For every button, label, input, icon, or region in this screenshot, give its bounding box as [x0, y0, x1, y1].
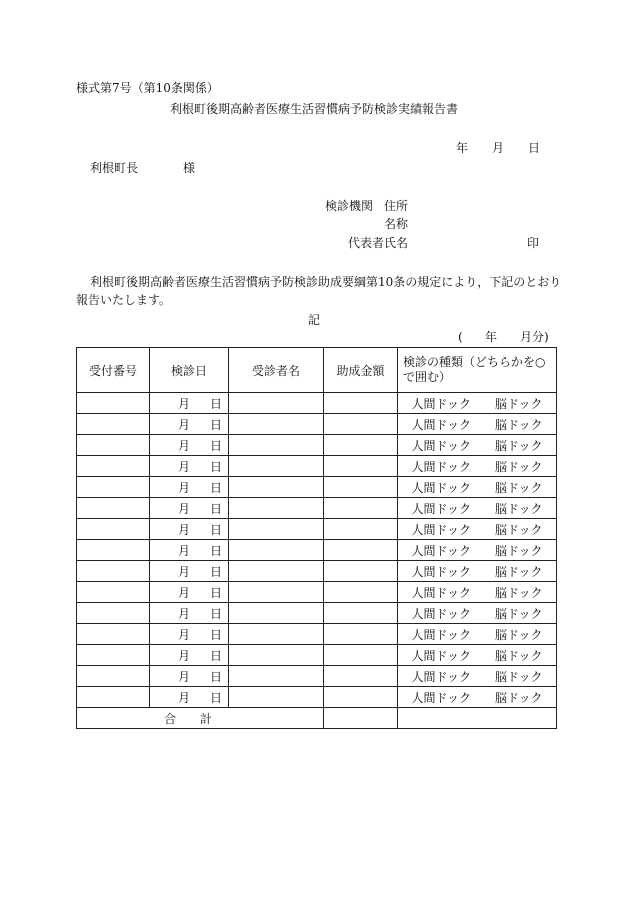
type-option-human-dock: 人間ドック	[411, 690, 471, 705]
subsidy-cell	[324, 645, 398, 666]
month-label: 月	[177, 606, 190, 621]
subsidy-cell	[324, 561, 398, 582]
examinee-cell	[229, 603, 324, 624]
examinee-cell	[229, 414, 324, 435]
receipt-no-cell	[77, 666, 150, 687]
type-option-brain-dock: 脳ドック	[495, 501, 543, 516]
form-number: 様式第7号（第10条関係）	[76, 81, 219, 95]
day-label: 日	[209, 522, 222, 537]
examinee-cell	[229, 393, 324, 414]
subsidy-cell	[324, 666, 398, 687]
month-label: 月	[177, 690, 190, 705]
total-subsidy-cell	[324, 708, 398, 729]
table-row	[77, 477, 557, 498]
header-exam-date: 検診日	[150, 348, 229, 393]
exam-type-cell	[398, 687, 557, 708]
receipt-no-cell	[77, 435, 150, 456]
examinee-cell	[229, 666, 324, 687]
type-option-brain-dock: 脳ドック	[495, 585, 543, 600]
month-label: 月	[177, 585, 190, 600]
table-header-row	[77, 348, 557, 393]
month-label: 月	[177, 564, 190, 579]
type-option-human-dock: 人間ドック	[411, 543, 471, 558]
type-option-human-dock: 人間ドック	[411, 585, 471, 600]
subsidy-cell	[324, 624, 398, 645]
body-text-line1: 利根町後期高齢者医療生活習慣病予防検診助成要綱第10条の規定により，下記のとおり	[90, 275, 562, 289]
exam-date-cell	[150, 435, 229, 456]
day-label: 日	[209, 627, 222, 642]
header-examinee: 受診者名	[229, 348, 324, 393]
exam-type-cell	[398, 519, 557, 540]
period-year-label: 年	[485, 330, 498, 344]
exam-date-cell	[150, 687, 229, 708]
month-label: 月	[177, 438, 190, 453]
type-option-human-dock: 人間ドック	[411, 480, 471, 495]
type-option-brain-dock: 脳ドック	[495, 564, 543, 579]
type-option-brain-dock: 脳ドック	[495, 522, 543, 537]
day-label: 日	[209, 459, 222, 474]
exam-date-cell	[150, 519, 229, 540]
header-exam-type: 検診の種類（どちらかを○で囲む）	[398, 348, 557, 393]
period-month-label: 月分)	[520, 330, 549, 344]
type-option-brain-dock: 脳ドック	[495, 606, 543, 621]
document-title: 利根町後期高齢者医療生活習慣病予防検診実績報告書	[170, 102, 459, 116]
institution-name-label: 名称	[384, 217, 409, 231]
institution-label: 検診機関	[325, 199, 374, 213]
exam-date-cell	[150, 393, 229, 414]
receipt-no-cell	[77, 519, 150, 540]
table-row	[77, 687, 557, 708]
type-option-human-dock: 人間ドック	[411, 417, 471, 432]
table-row	[77, 603, 557, 624]
subsidy-cell	[324, 414, 398, 435]
exam-date-cell	[150, 624, 229, 645]
header-subsidy: 助成金額	[324, 348, 398, 393]
exam-type-cell	[398, 645, 557, 666]
receipt-no-cell	[77, 414, 150, 435]
exam-type-cell	[398, 624, 557, 645]
date-year-label: 年	[456, 141, 469, 155]
type-option-brain-dock: 脳ドック	[495, 396, 543, 411]
type-option-human-dock: 人間ドック	[411, 669, 471, 684]
exam-date-cell	[150, 414, 229, 435]
examinee-cell	[229, 624, 324, 645]
table-row	[77, 540, 557, 561]
table-row	[77, 624, 557, 645]
table-row	[77, 414, 557, 435]
exam-type-cell	[398, 477, 557, 498]
type-option-human-dock: 人間ドック	[411, 522, 471, 537]
table-row	[77, 582, 557, 603]
day-label: 日	[209, 480, 222, 495]
table-row	[77, 456, 557, 477]
examinee-cell	[229, 582, 324, 603]
exam-date-cell	[150, 477, 229, 498]
type-option-brain-dock: 脳ドック	[495, 627, 543, 642]
day-label: 日	[209, 585, 222, 600]
exam-type-cell	[398, 498, 557, 519]
examinee-cell	[229, 498, 324, 519]
day-label: 日	[209, 501, 222, 516]
exam-date-cell	[150, 540, 229, 561]
month-label: 月	[177, 522, 190, 537]
exam-type-cell	[398, 561, 557, 582]
subsidy-cell	[324, 477, 398, 498]
total-type-cell	[398, 708, 557, 729]
receipt-no-cell	[77, 687, 150, 708]
day-label: 日	[209, 606, 222, 621]
type-option-human-dock: 人間ドック	[411, 606, 471, 621]
addressee-honorific: 様	[183, 161, 196, 175]
type-option-human-dock: 人間ドック	[411, 564, 471, 579]
exam-type-cell	[398, 393, 557, 414]
exam-type-cell	[398, 666, 557, 687]
exam-type-cell	[398, 456, 557, 477]
type-option-human-dock: 人間ドック	[411, 459, 471, 474]
seal-mark: 印	[527, 236, 540, 250]
addressee-name: 利根町長	[90, 161, 139, 175]
subsidy-cell	[324, 540, 398, 561]
date-day-label: 日	[528, 141, 541, 155]
table-row	[77, 561, 557, 582]
exam-date-cell	[150, 603, 229, 624]
body-text-line2: 報告いたします。	[76, 293, 172, 307]
subsidy-cell	[324, 393, 398, 414]
exam-type-cell	[398, 582, 557, 603]
period-open: (	[458, 330, 463, 344]
table-row	[77, 519, 557, 540]
subsidy-cell	[324, 498, 398, 519]
month-label: 月	[177, 459, 190, 474]
date-month-label: 月	[492, 141, 505, 155]
examinee-cell	[229, 645, 324, 666]
type-option-brain-dock: 脳ドック	[495, 417, 543, 432]
total-row	[77, 708, 557, 729]
receipt-no-cell	[77, 498, 150, 519]
subsidy-cell	[324, 687, 398, 708]
subsidy-cell	[324, 519, 398, 540]
note-heading: 記	[308, 313, 321, 327]
month-label: 月	[177, 480, 190, 495]
type-option-human-dock: 人間ドック	[411, 438, 471, 453]
type-option-human-dock: 人間ドック	[411, 501, 471, 516]
receipt-no-cell	[77, 645, 150, 666]
type-option-brain-dock: 脳ドック	[495, 459, 543, 474]
day-label: 日	[209, 438, 222, 453]
day-label: 日	[209, 669, 222, 684]
exam-date-cell	[150, 498, 229, 519]
exam-date-cell	[150, 645, 229, 666]
exam-type-cell	[398, 435, 557, 456]
month-label: 月	[177, 627, 190, 642]
receipt-no-cell	[77, 561, 150, 582]
day-label: 日	[209, 543, 222, 558]
type-option-brain-dock: 脳ドック	[495, 480, 543, 495]
header-receipt-no: 受付番号	[77, 348, 150, 393]
month-label: 月	[177, 543, 190, 558]
month-label: 月	[177, 417, 190, 432]
type-option-human-dock: 人間ドック	[411, 396, 471, 411]
exam-date-cell	[150, 582, 229, 603]
type-option-brain-dock: 脳ドック	[495, 543, 543, 558]
table-row	[77, 435, 557, 456]
type-option-brain-dock: 脳ドック	[495, 438, 543, 453]
type-option-brain-dock: 脳ドック	[495, 690, 543, 705]
table-row	[77, 666, 557, 687]
total-label: 合計	[77, 708, 324, 729]
month-label: 月	[177, 396, 190, 411]
examinee-cell	[229, 687, 324, 708]
day-label: 日	[209, 690, 222, 705]
day-label: 日	[209, 564, 222, 579]
institution-address-label: 住所	[384, 199, 409, 213]
subsidy-cell	[324, 582, 398, 603]
table-row	[77, 498, 557, 519]
type-option-human-dock: 人間ドック	[411, 648, 471, 663]
subsidy-cell	[324, 603, 398, 624]
exam-type-cell	[398, 540, 557, 561]
type-option-human-dock: 人間ドック	[411, 627, 471, 642]
examinee-cell	[229, 477, 324, 498]
receipt-no-cell	[77, 456, 150, 477]
receipt-no-cell	[77, 540, 150, 561]
examinee-cell	[229, 561, 324, 582]
representative-label: 代表者氏名	[348, 236, 409, 250]
exam-type-cell	[398, 414, 557, 435]
receipt-no-cell	[77, 582, 150, 603]
receipt-no-cell	[77, 393, 150, 414]
subsidy-cell	[324, 456, 398, 477]
examinee-cell	[229, 456, 324, 477]
month-label: 月	[177, 648, 190, 663]
type-option-brain-dock: 脳ドック	[495, 669, 543, 684]
table-row	[77, 393, 557, 414]
exam-type-cell	[398, 603, 557, 624]
exam-date-cell	[150, 456, 229, 477]
month-label: 月	[177, 501, 190, 516]
day-label: 日	[209, 396, 222, 411]
day-label: 日	[209, 417, 222, 432]
report-table	[76, 347, 557, 729]
receipt-no-cell	[77, 477, 150, 498]
examinee-cell	[229, 540, 324, 561]
examinee-cell	[229, 435, 324, 456]
exam-date-cell	[150, 561, 229, 582]
subsidy-cell	[324, 435, 398, 456]
day-label: 日	[209, 648, 222, 663]
receipt-no-cell	[77, 624, 150, 645]
receipt-no-cell	[77, 603, 150, 624]
table-row	[77, 645, 557, 666]
type-option-brain-dock: 脳ドック	[495, 648, 543, 663]
examinee-cell	[229, 519, 324, 540]
month-label: 月	[177, 669, 190, 684]
exam-date-cell	[150, 666, 229, 687]
